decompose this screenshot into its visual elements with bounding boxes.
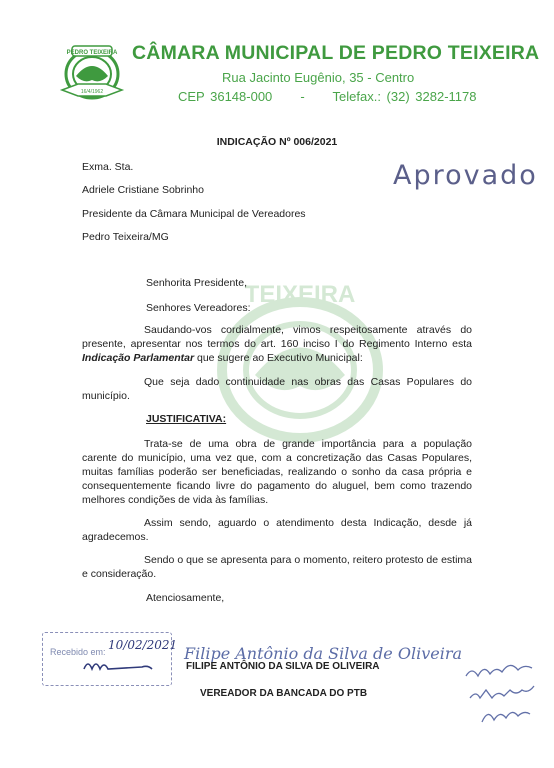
svg-text:TEIXEIRA: TEIXEIRA xyxy=(244,281,356,308)
received-label: Recebido em: xyxy=(50,647,106,657)
justification-paragraph: Trata-se de uma obra de grande importância para a população carente do município, uma vez que, com a concretização das Casas Populares, muitas famílias poderão ser beneficiadas, realizando o sonho da casa própria e consequentemente ficando livre do pagamento do aluguel, bem como trazendo melhores condições de vida às famílias. xyxy=(82,438,472,506)
cep: CEP 36148-000 xyxy=(178,89,273,104)
closing-paragraph: Sendo o que se apresenta para o momento, reitero protesto de estima e consideração. xyxy=(82,554,472,580)
organization-name: CÂMARA MUNICIPAL DE PEDRO TEIXEIRA xyxy=(132,42,540,64)
received-date: 10/02/2021 xyxy=(108,638,178,652)
recipient-line: Exma. Sta. xyxy=(82,161,134,173)
handwritten-received-note xyxy=(462,650,542,730)
recipient-line: Presidente da Câmara Municipal de Vereadores xyxy=(82,208,306,220)
svg-text:16/4/1962: 16/4/1962 xyxy=(80,89,104,95)
request-paragraph: Que seja dado continuidade nas obras das Casas Populares do município. xyxy=(82,376,472,402)
indication-term: Indicação Parlamentar xyxy=(82,352,195,364)
justification-title: JUSTIFICATIVA: xyxy=(146,413,227,425)
greeting: Senhores Vereadores: xyxy=(146,302,251,314)
organization-contact xyxy=(178,89,476,104)
greeting: Senhorita Presidente, xyxy=(146,277,247,289)
handwritten-signature: Filipe Antônio da Silva de Oliveira xyxy=(184,644,462,663)
phone: Telefax.: (32) 3282-1178 xyxy=(332,89,477,104)
signatory-role: VEREADOR DA BANCADA DO PTB xyxy=(200,688,368,699)
regards: Atenciosamente, xyxy=(146,592,225,604)
closing-paragraph: Assim sendo, aguardo o atendimento desta Indicação, desde já agradecemos. xyxy=(82,517,472,543)
approved-stamp: Aprovado xyxy=(393,160,538,191)
received-initials xyxy=(82,657,154,675)
separator: - xyxy=(300,89,305,104)
signatory-name: FILIPE ANTÔNIO DA SILVA DE OLIVEIRA xyxy=(186,661,380,672)
intro-paragraph: Saudando-vos cordialmente, vimos respeitosamente através do presente, apresentar nos termos do art. 160 inciso I do Regimento Interno esta Indicação Parlamentar que sugere ao Executivo Municipal: xyxy=(82,324,472,364)
document-title: INDICAÇÃO Nº 006/2021 xyxy=(216,136,338,148)
recipient-line: Adriele Cristiane Sobrinho xyxy=(82,184,204,196)
recipient-line: Pedro Teixeira/MG xyxy=(82,231,169,243)
svg-text:PEDRO TEIXEIRA: PEDRO TEIXEIRA xyxy=(66,50,118,56)
municipal-seal-logo xyxy=(58,42,126,102)
organization-address: Rua Jacinto Eugênio, 35 - Centro xyxy=(222,70,415,85)
